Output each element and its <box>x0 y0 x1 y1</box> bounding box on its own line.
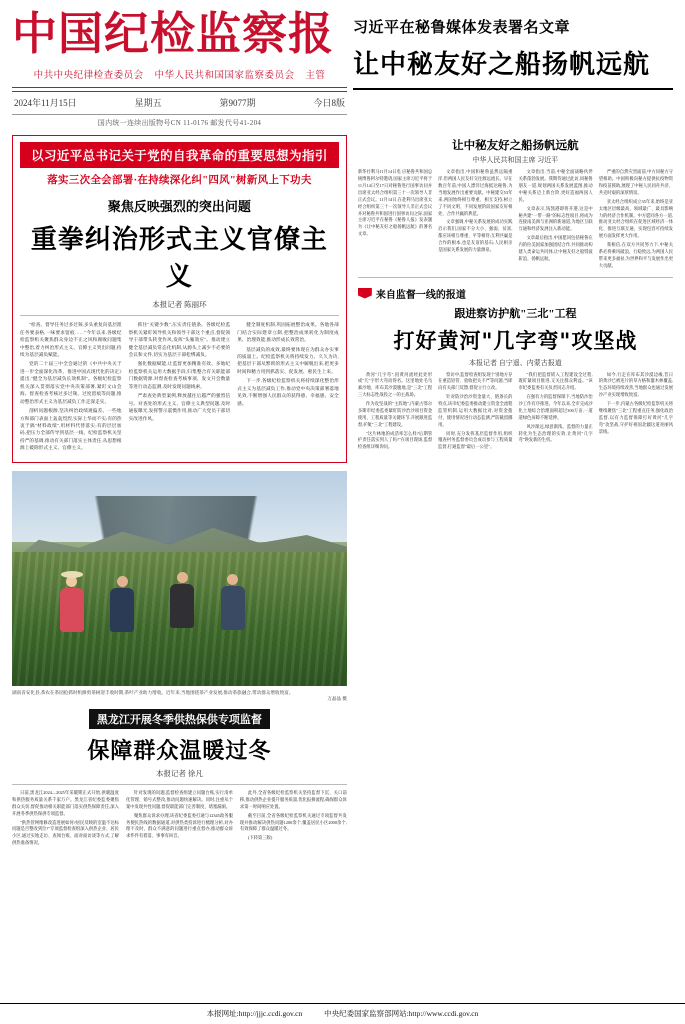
masthead-right <box>353 10 673 90</box>
lower-left-title: 保障群众温暖过冬 <box>87 738 272 765</box>
photo-head <box>117 576 128 587</box>
lower-left-column-1: 日前,黑龙江2024—2025年采暖期正式开始,供暖温度和供热服务质量关系千家万户。黑龙江省纪委监委聚焦群众关切,督促推动相关职能部门落实供热保障责任,深入开展冬季供热保供专项监督。 "供热管网维修改造进展如何?居民反映的室温不达标问题是否整改到位?"专项监督检查组深入供热企业、居民小区,通过实地走访、查阅台账、面对面访谈等方式,了解供热准备情况。 <box>12 790 119 846</box>
right-lead-columns <box>358 169 673 271</box>
right-flag-label: 来自监督一线的报道 <box>375 289 466 301</box>
page-footer <box>0 1003 685 1024</box>
sponsor-3: 主管 <box>305 71 326 82</box>
lower-left-kicker-wrap <box>12 702 347 729</box>
right-bottom-column-3: "我们把监督嵌入工程建设全过程,既盯紧项目推进,又关注群众利益。"该市纪委监委有关负责同志介绍。 在强有力的监督保障下,当地防沙治沙工作有序推进。今年以来,全市完成沙化土地综合治理面积超过300万亩,一道道绿色屏障不断延伸。 风沙渐远,绿意渐浓。监督的力量正转化为生态治理的实效,让黄河"几字弯"焕发新的生机。 <box>518 371 593 443</box>
right-section-flag <box>358 286 673 301</box>
right-lead-subtitle: 让中秘友好之船扬帆远航 <box>452 140 579 153</box>
lead-headline: 让中秘友好之船扬帆远航 <box>353 50 651 80</box>
photo-block <box>12 471 347 702</box>
photo-hat <box>61 571 83 578</box>
photo-credit: 万晶晶 摄 <box>327 696 347 702</box>
feature-box <box>12 135 347 462</box>
photo-body <box>60 588 84 632</box>
lead-kicker: 习近平在秘鲁媒体发表署名文章 <box>353 20 571 36</box>
right-bottom-columns <box>358 372 673 454</box>
right-column <box>358 135 673 849</box>
left-column <box>12 135 347 849</box>
photo-person-4 <box>220 574 246 636</box>
photo-person-3 <box>169 572 195 634</box>
lower-left-byline: 本报记者 徐凡 <box>155 769 203 779</box>
right-lead-column-2: 文章指出,中国和秘鲁虽然远隔重洋,但两国人民友好交往源远流长。早在数百年前,中国人漂洋过海抵达秘鲁,为当地发展作出重要贡献。中秘建交53年来,两国始终相互尊重、相互支持,树立了不同文明、不同发展阶段国家友好相处、合作共赢的典范。 文章强调,中秘关系发展的成功实践启示我们,国家不分大小、强弱、贫富,都应该相互尊重、平等相待;互利共赢是合作的根本,也是友谊的基石;人民相亲是国家关系发展的力量源泉。 <box>438 169 513 252</box>
feature-subbanner: 落实三次全会部署·在持续深化纠"四风"树新风上下功夫 <box>47 175 312 187</box>
flag-icon <box>358 288 372 299</box>
feature-title: 重拳纠治形式主义官僚主义 <box>30 225 328 293</box>
page-count: 今日8版 <box>313 98 345 109</box>
sponsor-1: 中共中央纪律检查委员会 <box>33 71 144 82</box>
photo-head <box>227 574 238 585</box>
photo-body <box>221 586 245 630</box>
feature-columns <box>20 315 339 453</box>
masthead-left <box>12 7 347 128</box>
photo-person-2 <box>109 576 135 638</box>
lower-left-columns <box>12 784 347 849</box>
feature-banner: 以习近平总书记关于党的自我革命的重要思想为指引 <box>20 142 339 168</box>
right-bottom-column-4: 如今,行走在库布其沙漠边缘,昔日的黄沙已被连片的草方格和灌木林覆盖,生态环境持续改善,当地群众也通过发展沙产业实现增收致富。 下一步,内蒙古各级纪检监察机关将继续聚焦"三北"工程重点任务,强化政治监督,以有力监督保障打好黄河"几字弯"攻坚战,守护好祖国北疆这道亮丽风景线。 <box>598 371 674 434</box>
body-wrap <box>12 135 673 849</box>
lower-left-column-3: 此外,全省各级纪检监察机关坚持监督下沉、关口前移,推动供热企业提升服务质量,优化报修流程,确保群众诉求第一时间响应处置。 截至目前,全省各级纪检监察机关通过专项监督共发现并推动解决供热问题1200余个,覆盖居民小区2000余个,有效保障了群众温暖过冬。 (下转第三版) <box>239 790 347 841</box>
photo-body <box>170 584 194 628</box>
photo-body <box>110 588 134 632</box>
paper-title: 中国纪检监察报 <box>12 7 335 60</box>
news-photo <box>12 471 347 686</box>
lower-left-kicker: 黑龙江开展冬季供热保供专项监督 <box>89 709 270 729</box>
paper-sponsors <box>12 67 347 81</box>
right-divider <box>358 277 673 278</box>
photo-head <box>177 572 188 583</box>
right-lead-author: 中华人民共和国主席 习近平 <box>472 156 559 165</box>
photo-person-1 <box>59 576 85 638</box>
issue-number: 第9077期 <box>219 98 256 109</box>
paper-meta <box>12 92 347 109</box>
lead-rule <box>353 88 673 90</box>
right-lead-column-1: 新华社利马11月14日电 应秘鲁共和国总统博鲁阿尔特邀请,国家主席习近平将于11月14日至17日对秘鲁进行国事访问并出席亚太经合组织第三十一次领导人非正式会议。11月14日,在赴利马出席亚太经合组织第三十一次领导人非正式会议并对秘鲁共和国进行国事访问之际,国家主席习近平在秘鲁《秘鲁人报》发表题为《让中秘友好之船扬帆远航》的署名文章。 <box>357 169 433 237</box>
right-bottom-title: 打好黄河"几字弯"攻坚战 <box>393 327 638 353</box>
feature-column-2: 抓住"关键少数",压实责任链条。各级纪检监察机关紧盯领导机关和领导干部这个重点,督促领导干部带头转变作风,发挥"头雁效应"。推动建立健全基层减负常态化机制,从源头上减少不必要的会议和文件,切实为基层干部松绑减负。 强化数据赋能,让监督更加精准有效。多地纪检监察机关运用大数据手段,归集整合有关职能部门数据资源,对督查检查考核事项、发文开会数量等进行动态监测,及时发现问题线索。 严肃查处典型案例,释放越往后越严的强烈信号。对查处的形式主义、官僚主义典型问题,及时通报曝光,发挥警示震慑作用,推动广大党员干部切实改进作风。 <box>128 322 231 421</box>
publish-date: 2024年11月15日 <box>14 98 77 109</box>
masthead <box>12 7 673 128</box>
publish-weekday: 星期五 <box>134 98 162 109</box>
right-bottom-column-1: 黄河"几字弯",因黄河流经此处形成"几"字形大弯而得名。这里地处毛乌素沙地、库布其沙漠腹地,是"三北"工程三大标志性战役之一的主战场。 作为攻坚战的"主阵地",内蒙古鄂尔多斯市纪委监委紧盯防沙治沙项目资金使用、工程质量等关键环节,开展跟进监督,护航"三北"工程建设。 "这片林地的成活率怎么样?后期管护责任落实到人了吗?"在项目现场,监督检查组详细询问。 <box>357 371 433 450</box>
feature-byline: 本报记者 陈丽环 <box>152 300 207 310</box>
lower-left-column-2: 针对发现的问题,监督检查组建立问题台账,实行清单化管理、销号式整改,推动问题快速解决。同时,注重从个案中发现共性问题,督促职能部门完善制度、堵塞漏洞。 聚焦群众诉求办理,该省纪委监委打通与12345政务服务便民热线的数据通道,对供热类投诉进行梳理分析,对办理不及时、群众不满意的问题进行重点督办,推动群众诉求件件有着落、事事有回音。 <box>125 790 233 839</box>
photo-caption: 湖南省安化县,茶农在茶园抢抓时机修剪茶树迎丰收时期,茶叶产业助力增收。近年来,当地围绕茶产业发展,推动茶旅融合,带动群众增收致富。 <box>12 689 294 695</box>
feature-column-3: 健全制度机制,巩固拓展整治成果。各地各部门结合实际建章立制,把整治成果转化为制度成果、治理效能,推动形成长效常治。 基层减负的成效,最终要体现在为群众办实事的质量上。纪检监察机关将持续发力、久久为功,把基层干部从繁琐的形式主义中解脱出来,把更多时间和精力用到抓落实、促发展、惠民生上来。 下一步,各级纪检监察机关将持续深化整治形式主义为基层减负工作,推动党中央决策部署落地见效,不断增强人民群众的获得感、幸福感、安全感。 <box>237 322 339 406</box>
sponsor-2: 中华人民共和国国家监察委员会 <box>154 71 295 82</box>
footer-org[interactable]: 中央纪委国家监察部网站:http://www.ccdi.gov.cn <box>324 1009 479 1018</box>
right-bottom-kicker: 跟进察访护航"三北"工程 <box>454 307 577 320</box>
feature-column-1: "检查、督导任务过多过频,多头重复向基层派任务要表格,一味要求留痕……"今年以来,各级纪检监察机关聚焦群众身边不正之风和腐败问题集中整治,着力纠治形式主义、官僚主义突出问题,持续为基层减负赋能。 党的二十届三中全会通过的《中共中央关于进一步全面深化改革、推进中国式现代化的决定》提出,"健全为基层减负长效机制"。各级纪检监察机关深入贯彻落实党中央决策部署,紧盯文山会海、督查检查考核过多过频、过度留痕等问题,推动整治形式主义为基层减负工作走深走实。 剖析问题根源,坚决纠治政绩观偏差。一些地方和部门表面上轰轰烈烈,实际上华而不实;有的热衷于搞"材料政绩",用材料代替落实;有的层层加码,把压力全部传导到基层一线。纪检监察机关坚持严的基调,推动有关部门落实主体责任,从思想根源上破除形式主义、官僚主义。 <box>20 322 122 451</box>
license-line: 国内统一连续出版物号CN 11-0176 邮发代号41-204 <box>12 114 347 128</box>
right-bottom-byline: 本报记者 自宁遥、内蒙古报道 <box>469 358 562 367</box>
footer-site[interactable]: 本报网址:http://jjjc.ccdi.gov.cn <box>206 1009 303 1018</box>
right-lead-column-4: 严重的自然灾害面前,中方同秘方守望相助。中国积极向秘方提供抗疫物资和疫苗援助,展现了中秘人民同舟共济、共克时艰的深厚情谊。 亚太经合组织成立35年来,始终是亚太地区层级最高、领域最广、最具影响力的经济合作机制。中方愿同各方一道,推动亚太经合组织在促进区域经济一体化、推进互联互通、实现包容可持续发展方面发挥更大作用。 我相信,在双方共同努力下,中秘关系必将乘风破浪、行稳致远,为两国人民带来更多福祉,为世界和平与发展作出更大贡献。 <box>598 169 674 268</box>
feature-kicker: 聚焦反映强烈的突出问题 <box>107 199 251 215</box>
right-lead-column-3: 文章指出,当前,中秘全面战略伙伴关系蓬勃发展。我期待通过此访,同秘鲁朋友一道,规划两国关系发展蓝图,推动中秘关系迈上新台阶,更好造福两国人民。 文章表示,钱凯港即将开港,这是中秘共建"一带一路"的标志性项目,将成为连接南美洲与亚洲的新通道,为地区互联互通和经济发展注入新动能。 文章最后指出,中国愿同包括秘鲁在内的拉美国家加强团结合作,共同推动构建人类命运共同体,让中秘友好之船劈波斩浪、扬帆远航。 <box>518 169 593 261</box>
right-bottom-column-2: 察访中,监督检查组发现个别地方存在重造轻管、验收把关不严等问题,当即向有关部门反馈,督促立行立改。 针对防沙治沙资金量大、链条长的特点,该市纪委监委推动建立资金全流程监管机制,运用大数据比对,对资金拨付、使用情况进行动态监测,严防截留挪用。 同时,充分发挥基层监督作用,组织嘎查村务监督委员会成员参与工程质量监督,打通监督"最后一公里"。 <box>438 371 513 450</box>
